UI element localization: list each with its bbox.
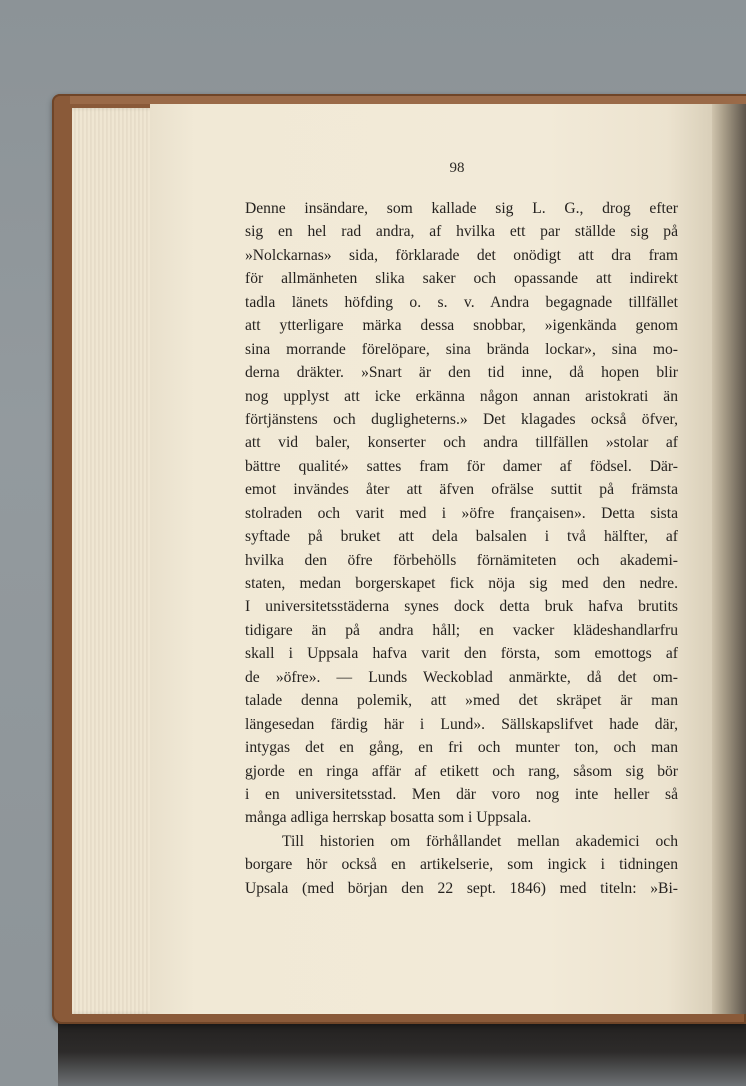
text-line: de »öfre». — Lunds Weckoblad anmärkte, då det om-: [245, 668, 678, 686]
text-line: hvilka den öfre förbehölls förnämiteten och akademi-: [245, 551, 678, 569]
text-line: nog upplyst att icke erkänna någon annan aristokrati än: [245, 387, 678, 405]
text-line: stolraden och varit med i »öfre françaisen». Detta sista: [245, 504, 678, 522]
page-text: [245, 197, 678, 900]
page-number: 98: [449, 160, 465, 176]
text-line: förtjänstens och dugligheterns.» Det klagades också öfver,: [245, 410, 678, 428]
text-line: Upsala (med början den 22 sept. 1846) med titeln: »Bi-: [245, 879, 678, 897]
text-line: att ytterligare märka dessa snobbar, »igenkända genom: [245, 317, 678, 335]
text-line: sig en hel rad andra, af hvilka ett par ställde sig på: [245, 223, 678, 241]
text-line: längesedan färdig här i Lund». Sällskapslifvet hade där,: [245, 715, 678, 733]
text-line: I universitetsstäderna synes dock detta bruk hafva brutits: [245, 598, 678, 616]
text-line: för allmänheten slika saker och opassande att indirekt: [245, 270, 678, 288]
page-gutter: [712, 104, 746, 1014]
stacked-page-edges: [72, 108, 158, 1014]
text-line: intygas det en gång, en fri och munter ton, och man: [245, 739, 678, 757]
text-line: borgare hör också en artikelserie, som ingick i tidningen: [245, 856, 678, 874]
text-line: Denne insändare, som kallade sig L. G., drog efter: [245, 200, 678, 217]
text-line: gjorde en ringa affär af etikett och rang, såsom sig bör: [245, 762, 678, 780]
text-line: staten, medan borgerskapet fick nöja sig med den nedre.: [245, 575, 678, 592]
text-line: sina morrande förelöpare, sina brända lockar», sina mo-: [245, 340, 678, 358]
text-line: Till historien om förhållandet mellan akademici och: [282, 832, 678, 850]
text-line: bättre qualité» sattes fram för damer af födsel. Där-: [245, 457, 678, 475]
cover-top-edge: [70, 96, 746, 104]
text-line: »Nolckarnas» sida, förklarade det onödigt att dra fram: [245, 246, 678, 264]
text-line: tadla länets höfding o. s. v. Andra begagnade tillfället: [245, 293, 678, 311]
text-line: skall i Uppsala hafva varit den första, som emottogs af: [245, 645, 678, 663]
text-line: derna dräkter. »Snart är den tid inne, då hopen blir: [245, 364, 678, 382]
text-line: i en universitetsstad. Men där voro nog inte heller så: [245, 785, 678, 803]
text-line: talade denna polemik, att »med det skräpet är man: [245, 692, 678, 710]
text-line: många adliga herrskap bosatta som i Uppsala.: [245, 809, 532, 827]
text-line: tidigare än på andra håll; en vacker klädeshandlarfru: [245, 621, 678, 639]
text-line: emot invändes åter att äfven ofrälse suttit på främsta: [245, 481, 678, 499]
text-line: syftade på bruket att dela balsalen i två hälfter, af: [245, 528, 678, 546]
text-line: att vid baler, konserter och andra tillfällen »stolar af: [245, 434, 678, 452]
